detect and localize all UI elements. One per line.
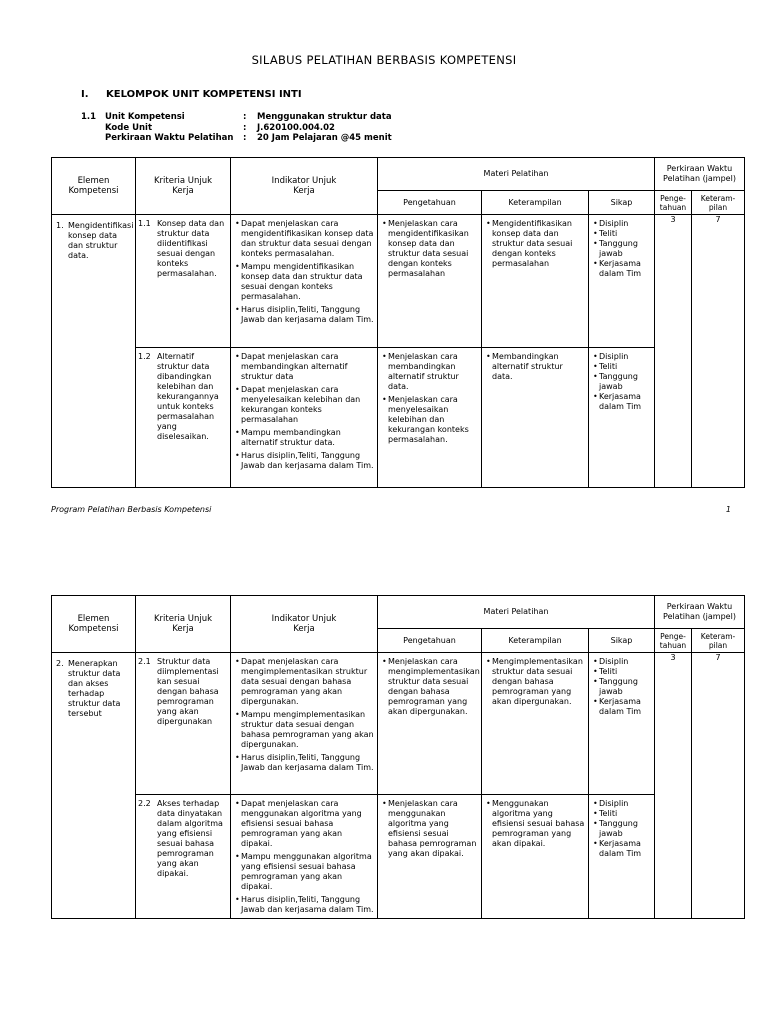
kriteria-text: Alternatif struktur data dibandingkan kelebihan dan kekurangannya untuk konteks permasalahan yang diselesaikan. xyxy=(157,352,219,441)
list-item: • Harus disiplin,Teliti, Tanggung Jawab dan kerjasama dalam Tim. xyxy=(234,895,374,915)
list-item: • Mengidentifikasikan konsep data dan struktur data sesuai dengan konteks permasalahan xyxy=(485,219,585,269)
list-item: • Dapat menjelaskan cara mengimplementasikan struktur data sesuai dengan bahasa pemrograman yang akan dipergunakan. xyxy=(234,657,374,707)
jam-pengetahuan-value: 3 xyxy=(655,215,692,488)
list-item: • Dapat menjelaskan cara menyelesaikan kelebihan dan kekurangan konteks permasalahan xyxy=(234,385,374,425)
indikator-cell xyxy=(231,348,378,488)
document-title: SILABUS PELATIHAN BERBASIS KOMPETENSI xyxy=(251,53,517,67)
header-keterampilan: Keterampilan xyxy=(482,629,589,653)
elemen-number: 2. xyxy=(56,659,64,668)
section-heading xyxy=(81,89,302,100)
list-item: • Disiplin xyxy=(592,657,651,667)
list-item: • Disiplin xyxy=(592,219,651,229)
elemen-name: Menerapkan struktur data dan akses terhadap struktur data tersebut xyxy=(68,659,121,718)
keterampilan-cell xyxy=(482,215,589,348)
meta-label: Kode Unit xyxy=(105,122,153,133)
list-item: • Menjelaskan cara menggunakan algoritma yang efisiensi sesuai bahasa pemrograman yang akan dipakai. xyxy=(381,799,478,859)
kriteria-number: 2.2 xyxy=(138,799,151,808)
header-kriteria: Kriteria Unjuk Kerja xyxy=(136,158,231,215)
meta-value: J.620100.004.02 xyxy=(257,122,335,133)
elemen-cell xyxy=(52,653,136,919)
unit-meta-row xyxy=(81,112,392,123)
header-row xyxy=(52,158,745,191)
footer-text: Program Pelatihan Berbasis Kompetensi xyxy=(51,505,212,514)
keterampilan-cell xyxy=(482,795,589,919)
indikator-cell xyxy=(231,795,378,919)
meta-label: Perkiraan Waktu Pelatihan xyxy=(105,133,234,143)
pengetahuan-cell xyxy=(378,215,482,348)
keterampilan-cell xyxy=(482,348,589,488)
kriteria-cell xyxy=(136,348,231,488)
indikator-cell xyxy=(231,215,378,348)
list-item: • Kerjasama dalam Tim xyxy=(592,392,651,412)
list-item: • Menjelaskan cara mengimplementasikan struktur data sesuai dengan bahasa pemrograman yang akan dipergunakan. xyxy=(381,657,478,717)
header-jam-keterampilan: Keteram- pilan xyxy=(692,629,745,653)
list-item: • Mampu membandingkan alternatif struktur data. xyxy=(234,428,374,448)
kriteria-cell xyxy=(136,795,231,919)
header-indikator: Indikator Unjuk Kerja xyxy=(231,158,378,215)
sikap-cell xyxy=(589,348,655,488)
jam-pengetahuan-value: 3 xyxy=(655,653,692,919)
header-elemen: Elemen Kompetensi xyxy=(52,158,136,215)
header-keterampilan: Keterampilan xyxy=(482,191,589,215)
header-jam-keterampilan: Keteram- pilan xyxy=(692,191,745,215)
header-materi: Materi Pelatihan xyxy=(378,596,655,629)
elemen-cell xyxy=(52,215,136,488)
sikap-cell xyxy=(589,795,655,919)
list-item: • Menjelaskan cara mengidentifikasikan konsep data dan struktur data sesuai dengan konteks permasalahan xyxy=(381,219,478,279)
meta-colon: : xyxy=(243,122,247,133)
unit-meta xyxy=(81,112,392,144)
kriteria-cell xyxy=(136,653,231,795)
list-item: • Tanggung jawab xyxy=(592,372,651,392)
list-item: • Harus disiplin,Teliti, Tanggung Jawab dan kerjasama dalam Tim. xyxy=(234,753,374,773)
meta-colon: : xyxy=(243,112,247,122)
list-item: • Kerjasama dalam Tim xyxy=(592,697,651,717)
list-item: • Teliti xyxy=(592,362,651,372)
list-item: • Kerjasama dalam Tim xyxy=(592,839,651,859)
header-waktu: Perkiraan Waktu Pelatihan (jampel) xyxy=(655,158,745,191)
list-item: • Menggunakan algoritma yang efisiensi sesuai bahasa pemrograman yang akan dipakai. xyxy=(485,799,585,849)
list-item: • Membandingkan alternatif struktur data. xyxy=(485,352,585,382)
elemen-name: Mengidentifikasi konsep data dan struktur data. xyxy=(68,221,134,260)
kriteria-text: Struktur data diimplementasi kan sesuai dengan bahasa pemrograman yang akan dipergunakan xyxy=(157,657,219,726)
list-item: • Kerjasama dalam Tim xyxy=(592,259,651,279)
list-item: • Disiplin xyxy=(592,799,651,809)
syllabus-table xyxy=(51,595,745,919)
list-item: • Menjelaskan cara membandingkan alternatif struktur data. xyxy=(381,352,478,392)
sikap-cell xyxy=(589,653,655,795)
kriteria-cell xyxy=(136,215,231,348)
header-pengetahuan: Pengetahuan xyxy=(378,629,482,653)
header-sikap: Sikap xyxy=(589,629,655,653)
section-number: I. xyxy=(81,89,89,100)
meta-value: 20 Jam Pelajaran @45 menit xyxy=(257,133,392,143)
kriteria-number: 1.2 xyxy=(138,352,151,361)
list-item: • Dapat menjelaskan cara menggunakan algoritma yang efisiensi sesuai bahasa pemrograman yang akan dipakai. xyxy=(234,799,374,849)
table-row xyxy=(52,348,745,488)
list-item: • Teliti xyxy=(592,667,651,677)
meta-label: Unit Kompetensi xyxy=(105,112,185,122)
list-item: • Mampu menggunakan algoritma yang efisiensi sesuai bahasa pemrograman yang akan dipakai. xyxy=(234,852,374,892)
kriteria-number: 1.1 xyxy=(138,219,151,228)
list-item: • Harus disiplin,Teliti, Tanggung Jawab dan kerjasama dalam Tim. xyxy=(234,305,374,325)
list-item: • Dapat menjelaskan cara mengidentifikasikan konsep data dan struktur data sesuai dengan konteks permasalahan. xyxy=(234,219,374,259)
list-item: • Tanggung jawab xyxy=(592,677,651,697)
kriteria-text: Akses terhadap data dinyatakan dalam algoritma yang efisiensi sesuai bahasa pemrograman yang akan dipakai. xyxy=(157,799,223,878)
header-sikap: Sikap xyxy=(589,191,655,215)
table-row xyxy=(52,653,745,795)
unit-meta-row xyxy=(81,123,392,134)
syllabus-table xyxy=(51,157,745,488)
list-item: • Disiplin xyxy=(592,352,651,362)
unit-number: 1.1 xyxy=(81,112,97,122)
pengetahuan-cell xyxy=(378,653,482,795)
list-item: • Tanggung jawab xyxy=(592,239,651,259)
list-item: • Menjelaskan cara menyelesaikan kelebihan dan kekurangan konteks permasalahan. xyxy=(381,395,478,445)
header-materi: Materi Pelatihan xyxy=(378,158,655,191)
keterampilan-cell xyxy=(482,653,589,795)
pengetahuan-cell xyxy=(378,795,482,919)
list-item: • Harus disiplin,Teliti, Tanggung Jawab dan kerjasama dalam Tim. xyxy=(234,451,374,471)
list-item: • Mampu mengimplementasikan struktur data sesuai dengan bahasa pemrograman yang akan dipergunakan. xyxy=(234,710,374,750)
header-waktu: Perkiraan Waktu Pelatihan (jampel) xyxy=(655,596,745,629)
page-number: 1 xyxy=(725,505,731,514)
list-item: • Teliti xyxy=(592,229,651,239)
jam-keterampilan-value: 7 xyxy=(692,653,745,919)
indikator-cell xyxy=(231,653,378,795)
section-label: KELOMPOK UNIT KOMPETENSI INTI xyxy=(106,89,302,100)
table-row xyxy=(52,215,745,348)
list-item: • Tanggung jawab xyxy=(592,819,651,839)
pengetahuan-cell xyxy=(378,348,482,488)
header-indikator: Indikator Unjuk Kerja xyxy=(231,596,378,653)
header-kriteria: Kriteria Unjuk Kerja xyxy=(136,596,231,653)
page-2 xyxy=(0,560,768,1024)
list-item: • Teliti xyxy=(592,809,651,819)
header-row xyxy=(52,596,745,629)
elemen-number: 1. xyxy=(56,221,64,230)
page-footer xyxy=(51,505,731,514)
header-elemen: Elemen Kompetensi xyxy=(52,596,136,653)
sikap-cell xyxy=(589,215,655,348)
kriteria-text: Konsep data dan struktur data diidentifikasi sesuai dengan konteks permasalahan. xyxy=(157,219,225,278)
header-jam-pengetahuan: Penge- tahuan xyxy=(655,191,692,215)
meta-value: Menggunakan struktur data xyxy=(257,112,392,122)
jam-keterampilan-value: 7 xyxy=(692,215,745,488)
kriteria-number: 2.1 xyxy=(138,657,151,666)
list-item: • Mengimplementasikan struktur data sesuai dengan bahasa pemrograman yang akan dipergunakan. xyxy=(485,657,585,707)
header-pengetahuan: Pengetahuan xyxy=(378,191,482,215)
meta-colon: : xyxy=(243,133,247,143)
list-item: • Dapat menjelaskan cara membandingkan alternatif struktur data xyxy=(234,352,374,382)
table-row xyxy=(52,795,745,919)
unit-meta-row xyxy=(81,133,392,144)
header-jam-pengetahuan: Penge- tahuan xyxy=(655,629,692,653)
list-item: • Mampu mengidentifikasikan konsep data dan struktur data sesuai dengan konteks permasalahan. xyxy=(234,262,374,302)
